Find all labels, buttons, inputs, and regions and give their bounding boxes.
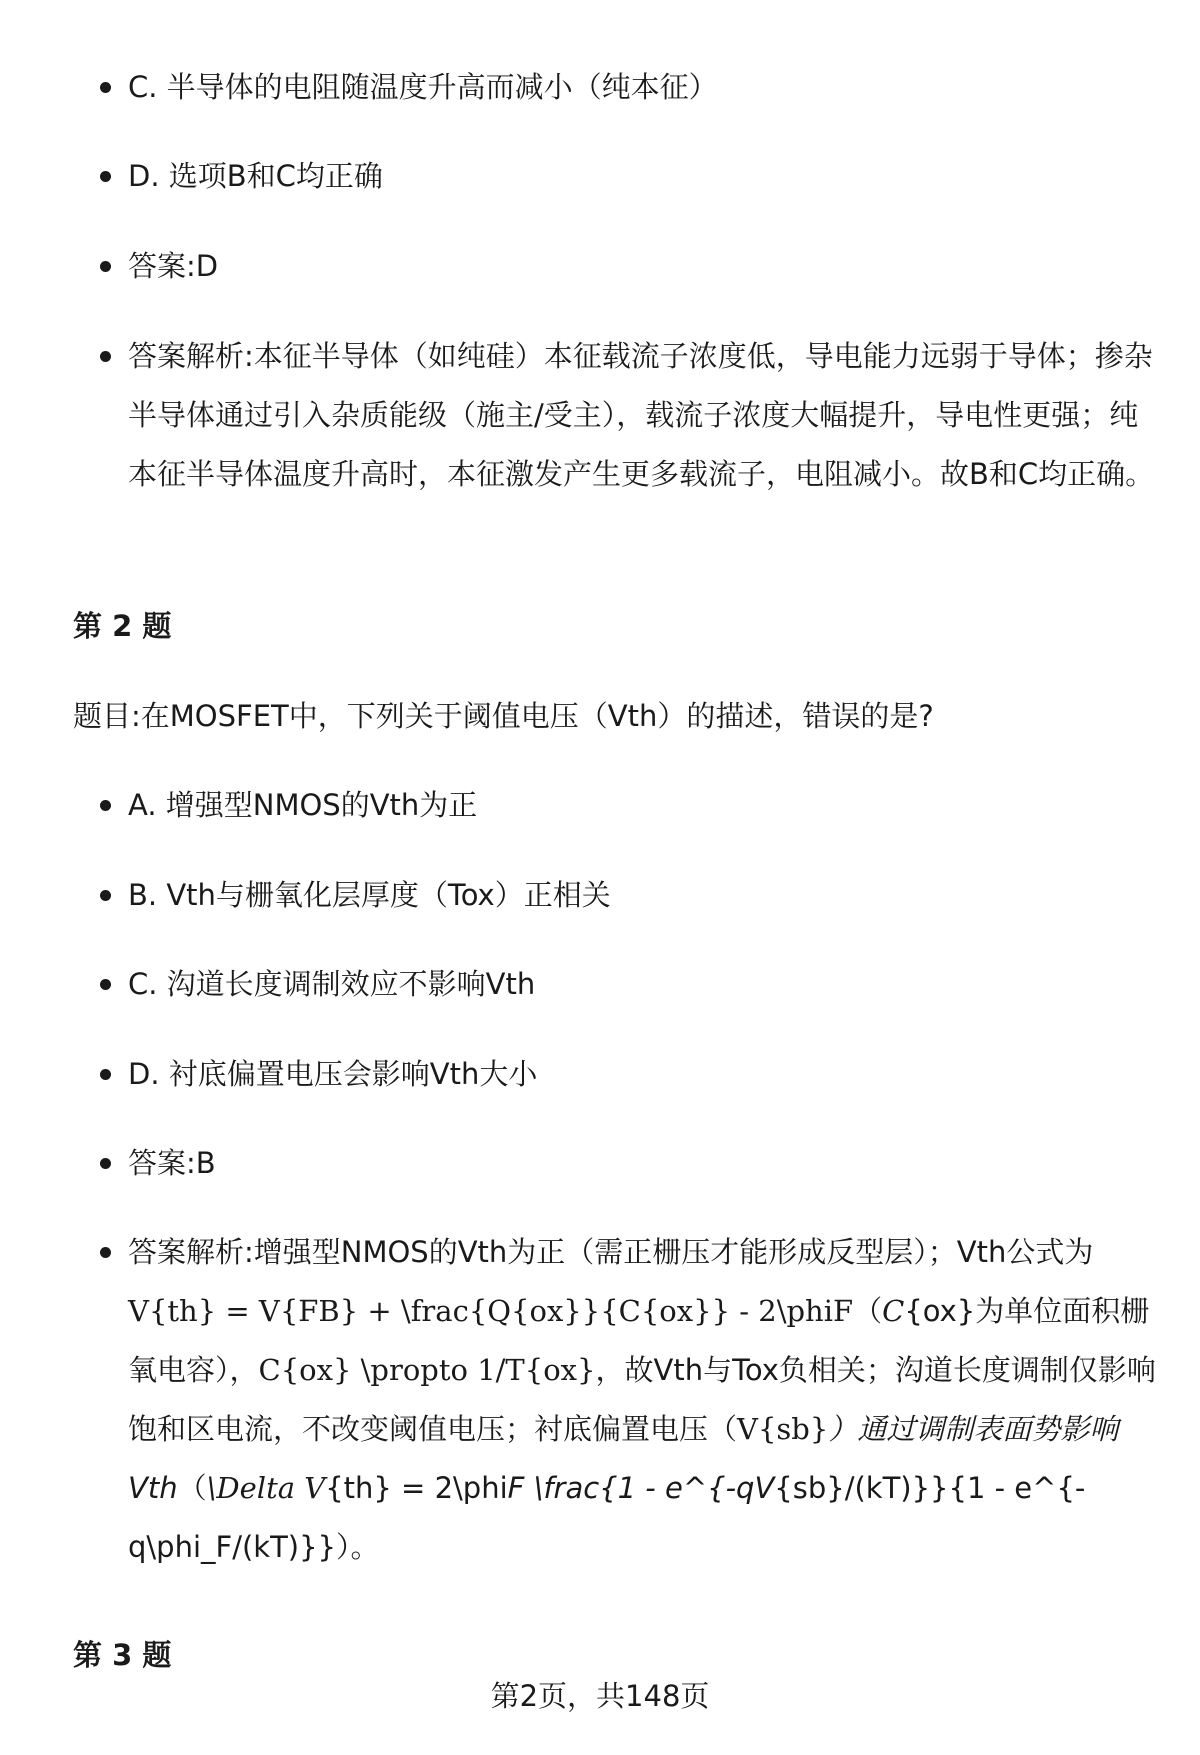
q1-answer: 答案:D xyxy=(128,237,1158,296)
q3-heading: 第 3 题 xyxy=(73,1638,172,1672)
q2-formula-cox: C{ox} \propto 1/T{ox} xyxy=(258,1353,596,1387)
q2-explanation-text-4: ，故Vth与Tox负相关；沟道长度调制仅影响饱和区电流，不改变阈值电压；衬底偏置电压（ xyxy=(128,1353,1156,1446)
q2-explanation xyxy=(128,1223,1158,1577)
q2-formula-frac: F \frac{1 - e^{-qV xyxy=(507,1471,775,1505)
q2-explanation-text-7: {th} = 2\phi xyxy=(325,1471,508,1505)
q2-heading: 第 2 题 xyxy=(73,609,172,643)
q2-formula-c: C xyxy=(882,1294,905,1328)
q1-explanation: 答案解析:本征半导体（如纯硅）本征载流子浓度低，导电能力远弱于导体；掺杂半导体通过引入杂质能级（施主/受主），载流子浓度大幅提升，导电性更强；纯本征半导体温度升高时，本征激发产生更多载流子，电阻减小。故B和C均正确。 xyxy=(128,327,1158,504)
q1-option-c: C. 半导体的电阻随温度升高而减小（纯本征） xyxy=(128,58,1158,117)
q2-option-a: A. 增强型NMOS的Vth为正 xyxy=(128,776,1158,835)
q2-option-c: C. 沟道长度调制效应不影响Vth xyxy=(128,955,1158,1014)
q2-formula-vth: V{th} = V{FB} + \frac{Q{ox}}{C{ox}} - 2\phiF xyxy=(128,1294,854,1328)
q2-explanation-text-1: 答案解析:增强型NMOS的Vth为正（需正栅压才能形成反型层）；Vth公式为 xyxy=(128,1235,1094,1269)
q2-option-b: B. Vth与栅氧化层厚度（Tox）正相关 xyxy=(128,866,1158,925)
q2-explanation-text-6: （ xyxy=(177,1471,207,1505)
q2-explanation-text-5: ）通过调制表面势影响Vth xyxy=(128,1412,1119,1505)
q2-question: 题目:在MOSFET中，下列关于阈值电压（Vth）的描述，错误的是? xyxy=(73,699,934,733)
q2-explanation-text-8: {sb}/(kT)}}{1 - e^{-q\phi_F/(kT)}}）。 xyxy=(128,1471,1086,1564)
q1-option-d: D. 选项B和C均正确 xyxy=(128,147,1158,206)
q2-answer: 答案:B xyxy=(128,1134,1158,1193)
q2-formula-delta-v: \Delta V xyxy=(206,1471,326,1505)
q2-formula-vsb: V{sb} xyxy=(737,1412,829,1446)
page-number-footer: 第2页，共148页 xyxy=(490,1679,710,1713)
q2-option-d: D. 衬底偏置电压会影响Vth大小 xyxy=(128,1045,1158,1104)
q2-explanation-text-2: （ xyxy=(853,1294,883,1328)
q2-explanation-text-3: {ox}为单位面积栅氧电容）， xyxy=(128,1294,1150,1387)
